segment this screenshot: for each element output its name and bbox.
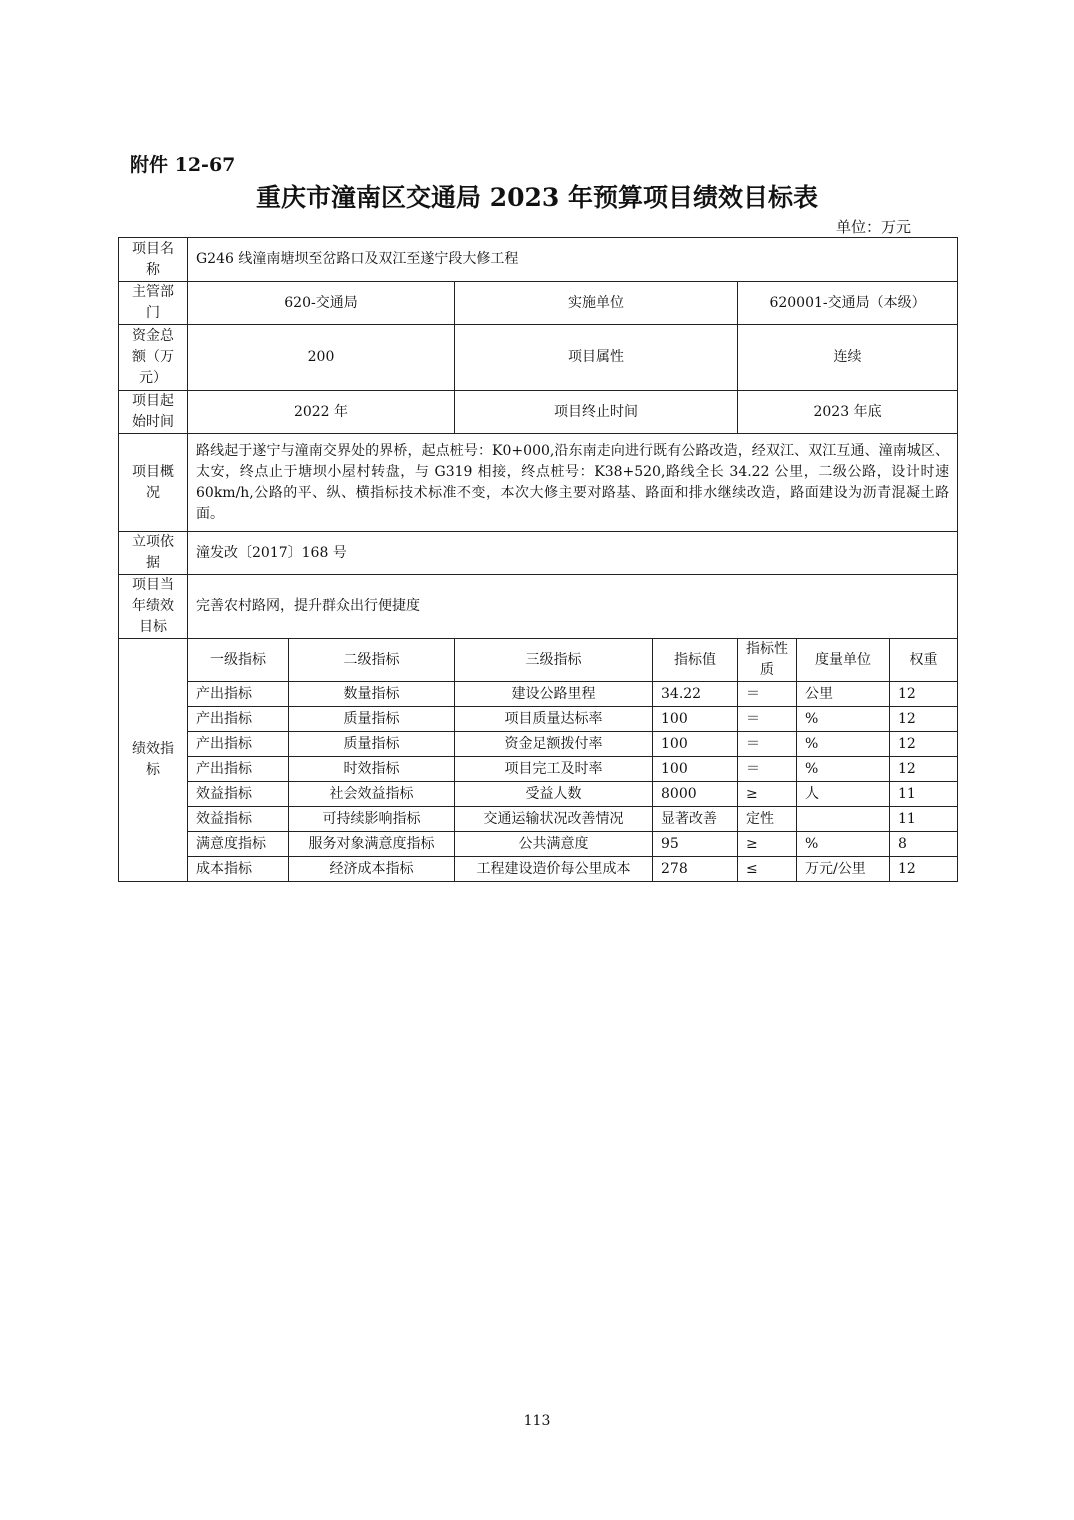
header-weight: 权重 — [890, 639, 958, 682]
row-project-name — [119, 238, 958, 282]
level1-cell: 产出指标 — [188, 757, 289, 782]
level1-cell: 产出指标 — [188, 707, 289, 732]
project-basis-value: 潼发改〔2017〕168 号 — [188, 532, 958, 575]
value-cell: 100 — [653, 732, 738, 757]
nature-cell: ≥ — [738, 782, 797, 807]
level3-cell: 项目完工及时率 — [455, 757, 653, 782]
value-cell: 278 — [653, 857, 738, 882]
total-funds-value: 200 — [188, 325, 455, 391]
nature-cell: ＝ — [738, 757, 797, 782]
indicator-row — [119, 857, 958, 882]
department-value: 620-交通局 — [188, 282, 455, 325]
level2-cell: 社会效益指标 — [289, 782, 455, 807]
overview-label: 项目概况 — [119, 434, 188, 532]
annex-number: 附件 12-67 — [130, 154, 236, 176]
unit-cell: % — [797, 732, 890, 757]
value-cell: 100 — [653, 707, 738, 732]
project-attribute-label: 项目属性 — [455, 325, 738, 391]
row-timeframe — [119, 391, 958, 434]
project-name-value: G246 线潼南塘坝至岔路口及双江至遂宁段大修工程 — [188, 238, 958, 282]
level1-cell: 满意度指标 — [188, 832, 289, 857]
weight-cell: 11 — [890, 807, 958, 832]
project-name-label: 项目名称 — [119, 238, 188, 282]
unit-cell: % — [797, 757, 890, 782]
indicator-row — [119, 807, 958, 832]
start-time-value: 2022 年 — [188, 391, 455, 434]
end-time-value: 2023 年底 — [738, 391, 958, 434]
row-overview — [119, 434, 958, 532]
indicator-row — [119, 832, 958, 857]
page-number: 113 — [523, 1413, 551, 1429]
row-funding — [119, 325, 958, 391]
unit-label: 单位：万元 — [836, 218, 912, 236]
level3-cell: 受益人数 — [455, 782, 653, 807]
unit-cell: % — [797, 707, 890, 732]
value-cell: 34.22 — [653, 682, 738, 707]
level3-cell: 公共满意度 — [455, 832, 653, 857]
indicator-row — [119, 682, 958, 707]
value-cell: 8000 — [653, 782, 738, 807]
unit-cell: 人 — [797, 782, 890, 807]
weight-cell: 12 — [890, 707, 958, 732]
level3-cell: 交通运输状况改善情况 — [455, 807, 653, 832]
implementing-unit-value: 620001-交通局（本级） — [738, 282, 958, 325]
end-time-label: 项目终止时间 — [455, 391, 738, 434]
header-level2: 二级指标 — [289, 639, 455, 682]
indicator-row — [119, 782, 958, 807]
level3-cell: 资金足额拨付率 — [455, 732, 653, 757]
performance-target-table — [118, 237, 958, 882]
implementing-unit-label: 实施单位 — [455, 282, 738, 325]
header-value: 指标值 — [653, 639, 738, 682]
row-annual-goal — [119, 575, 958, 639]
project-attribute-value: 连续 — [738, 325, 958, 391]
level1-cell: 产出指标 — [188, 732, 289, 757]
level3-cell: 项目质量达标率 — [455, 707, 653, 732]
department-label: 主管部门 — [119, 282, 188, 325]
level3-cell: 工程建设造价每公里成本 — [455, 857, 653, 882]
nature-cell: ＝ — [738, 732, 797, 757]
level1-cell: 成本指标 — [188, 857, 289, 882]
nature-cell: ≤ — [738, 857, 797, 882]
weight-cell: 12 — [890, 857, 958, 882]
level2-cell: 服务对象满意度指标 — [289, 832, 455, 857]
level1-cell: 效益指标 — [188, 807, 289, 832]
row-basis — [119, 532, 958, 575]
level1-cell: 效益指标 — [188, 782, 289, 807]
weight-cell: 12 — [890, 682, 958, 707]
weight-cell: 12 — [890, 757, 958, 782]
weight-cell: 8 — [890, 832, 958, 857]
overview-value: 路线起于遂宁与潼南交界处的界桥，起点桩号：K0+000,沿东南走向进行既有公路改造，经双江、双江互通、潼南城区、太安，终点止于塘坝小屋村转盘，与 G319 相接，终点桩号：K38+520,路线全长 34.22 公里，二级公路，设计时速 60km/h,公路的平、纵、横指标技术标准不变，本次大修主要对路基、路面和排水继续改造，路面建设为沥青混凝土路面。 — [188, 434, 958, 532]
nature-cell: ≥ — [738, 832, 797, 857]
nature-cell: ＝ — [738, 707, 797, 732]
weight-cell: 11 — [890, 782, 958, 807]
indicator-header-row — [119, 639, 958, 682]
header-level3: 三级指标 — [455, 639, 653, 682]
project-basis-label: 立项依据 — [119, 532, 188, 575]
level2-cell: 可持续影响指标 — [289, 807, 455, 832]
weight-cell: 12 — [890, 732, 958, 757]
annual-goal-label: 项目当年绩效目标 — [119, 575, 188, 639]
performance-indicators-label: 绩效指标 — [119, 639, 188, 882]
value-cell: 100 — [653, 757, 738, 782]
level2-cell: 质量指标 — [289, 732, 455, 757]
start-time-label: 项目起始时间 — [119, 391, 188, 434]
nature-cell: ＝ — [738, 682, 797, 707]
level2-cell: 经济成本指标 — [289, 857, 455, 882]
level2-cell: 质量指标 — [289, 707, 455, 732]
unit-cell — [797, 807, 890, 832]
row-department — [119, 282, 958, 325]
unit-cell: % — [797, 832, 890, 857]
indicator-row — [119, 707, 958, 732]
level1-cell: 产出指标 — [188, 682, 289, 707]
level2-cell: 数量指标 — [289, 682, 455, 707]
nature-cell: 定性 — [738, 807, 797, 832]
value-cell: 95 — [653, 832, 738, 857]
unit-cell: 万元/公里 — [797, 857, 890, 882]
total-funds-label: 资金总额（万元） — [119, 325, 188, 391]
header-level1: 一级指标 — [188, 639, 289, 682]
header-nature: 指标性质 — [738, 639, 797, 682]
document-title: 重庆市潼南区交通局 2023 年预算项目绩效目标表 — [256, 183, 818, 212]
annual-goal-value: 完善农村路网，提升群众出行便捷度 — [188, 575, 958, 639]
unit-cell: 公里 — [797, 682, 890, 707]
header-unit: 度量单位 — [797, 639, 890, 682]
value-cell: 显著改善 — [653, 807, 738, 832]
level3-cell: 建设公路里程 — [455, 682, 653, 707]
level2-cell: 时效指标 — [289, 757, 455, 782]
indicator-row — [119, 732, 958, 757]
indicator-row — [119, 757, 958, 782]
